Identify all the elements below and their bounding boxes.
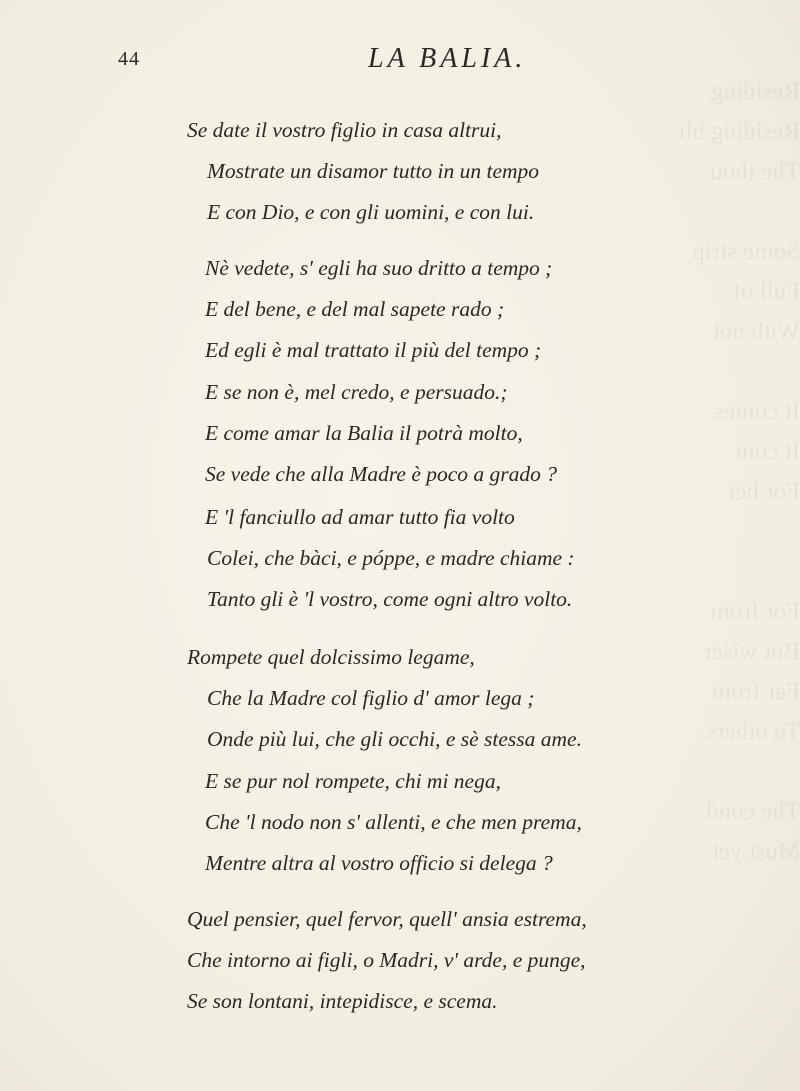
stanza-5	[187, 637, 582, 760]
verse-line: Tanto gli è 'l vostro, come ogni altro volto.	[207, 587, 573, 611]
verse-line: E se pur nol rompete, chi mi nega,	[205, 769, 501, 793]
verse-line: Che intorno ai figli, o Madri, v' arde, e punge,	[187, 948, 586, 972]
verse-line: E con Dio, e con gli uomini, e con lui.	[207, 200, 535, 224]
verse-line: Quel pensier, quel fervor, quell' ansia estrema,	[187, 907, 587, 931]
verse-line: Mentre altra al vostro officio si delega ?	[205, 851, 553, 875]
verse-line: E del bene, e del mal sapete rado ;	[205, 297, 505, 321]
verse-line: E 'l fanciullo ad amar tutto fia volto	[205, 505, 515, 529]
verse-line: Se vede che alla Madre è poco a grado ?	[205, 462, 558, 486]
verse-line: E se non è, mel credo, e persuado.;	[205, 380, 508, 404]
running-head-title: LA BALIA.	[368, 43, 527, 74]
verse-line: Che 'l nodo non s' allenti, e che men prema,	[205, 810, 582, 834]
verse-line: Mostrate un disamor tutto in un tempo	[207, 159, 540, 183]
stanza-3	[187, 372, 557, 495]
verse-line: Nè vedete, s' egli ha suo dritto a tempo ;	[205, 256, 553, 280]
verse-line: Se son lontani, intepidisce, e scema.	[187, 989, 498, 1013]
verse-line: Ed egli è mal trattato il più del tempo ;	[205, 338, 542, 362]
stanza-1	[187, 110, 539, 233]
verse-line: Rompete quel dolcissimo legame,	[187, 645, 475, 669]
verse-line: Onde più lui, che gli occhi, e sè stessa ame.	[207, 727, 582, 751]
verse-line: Colei, che bàci, e póppe, e madre chiame :	[207, 546, 575, 570]
verse-line: Che la Madre col figlio d' amor lega ;	[207, 686, 535, 710]
page-number: 44	[118, 48, 140, 70]
stanza-6	[187, 761, 582, 884]
stanza-7	[187, 899, 587, 1022]
stanza-2	[187, 248, 552, 371]
verse-line: E come amar la Balia il potrà molto,	[205, 421, 523, 445]
stanza-4	[187, 497, 575, 620]
verse-line: Se date il vostro figlio in casa altrui,	[187, 118, 502, 142]
show-through-text: Residing Residing bli The thou Some strip Full of With not It comes It com For her For from But wiser Far from To others The cond Must yet	[678, 78, 800, 865]
